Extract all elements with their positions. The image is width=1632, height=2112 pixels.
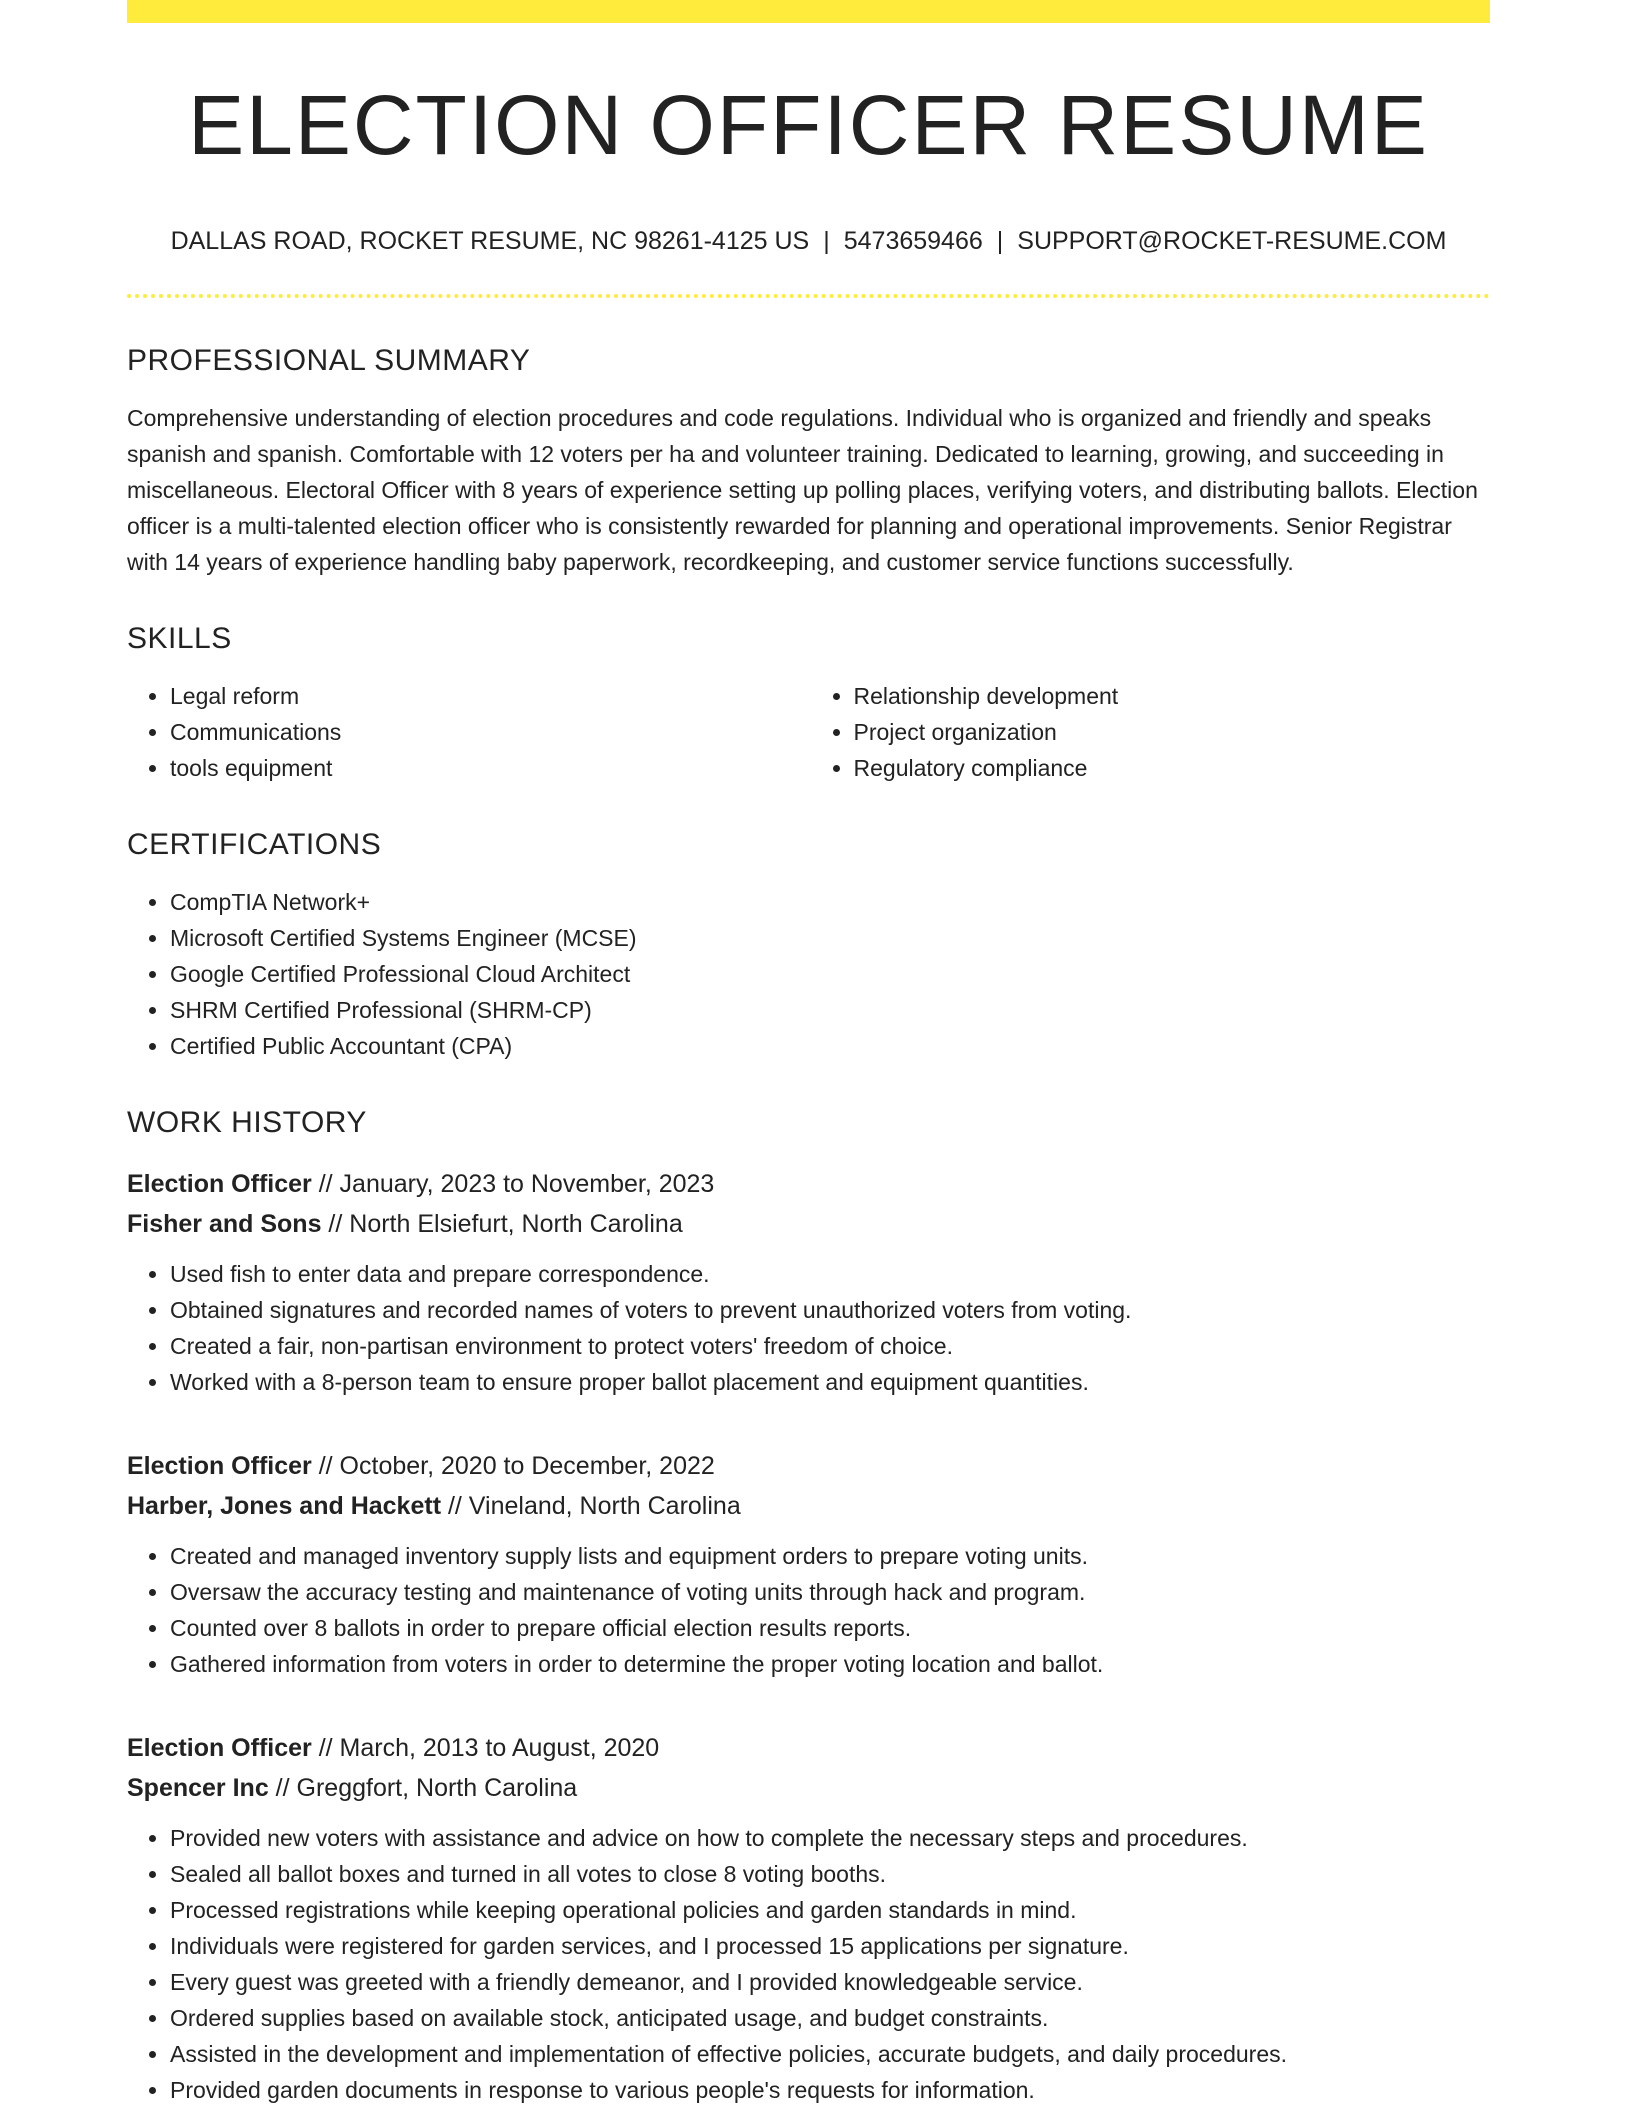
dotted-divider xyxy=(127,294,1490,298)
job-dates: // March, 2013 to August, 2020 xyxy=(311,1734,660,1762)
job-company: Fisher and Sons xyxy=(127,1210,322,1238)
certification-item: • CompTIA Network+ xyxy=(170,884,1490,920)
resume-page xyxy=(127,0,1490,2108)
contact-separator: | xyxy=(996,227,1004,255)
skills-section xyxy=(127,624,1490,786)
job-bullet: • Every guest was greeted with a friendly demeanor, and I provided knowledgeable service. xyxy=(170,1964,1490,2000)
top-accent-bar xyxy=(127,0,1490,23)
contact-separator: | xyxy=(823,227,830,255)
job-bullet: • Processed registrations while keeping operational policies and garden standards in mind. xyxy=(170,1892,1490,1928)
certification-item: • Google Certified Professional Cloud Architect xyxy=(170,956,1490,992)
job-entry xyxy=(127,1728,1490,2108)
job-bullet: • Counted over 8 ballots in order to prepare official election results reports. xyxy=(170,1610,1490,1646)
contact-phone: 5473659466 xyxy=(843,227,983,255)
skills-columns xyxy=(127,678,1490,786)
skill-item: • Communications xyxy=(170,714,807,750)
contact-email: SUPPORT@ROCKET-RESUME.COM xyxy=(1017,227,1447,255)
job-bullet: • Individuals were registered for garden services, and I processed 15 applications per signature. xyxy=(170,1928,1490,1964)
job-bullet: • Sealed all ballot boxes and turned in all votes to close 8 voting booths. xyxy=(170,1856,1490,1892)
job-location: // Greggfort, North Carolina xyxy=(268,1774,578,1802)
job-title: Election Officer xyxy=(127,1452,312,1480)
certifications-list xyxy=(127,884,1490,1064)
job-bullet: • Oversaw the accuracy testing and maintenance of voting units through hack and program. xyxy=(170,1574,1490,1610)
job-company-line xyxy=(127,1486,1490,1526)
skill-item: • Project organization xyxy=(854,714,1491,750)
work-history-heading: WORK HISTORY xyxy=(127,1106,367,1139)
skills-list-right xyxy=(807,678,1491,786)
job-bullet: • Used fish to enter data and prepare correspondence. xyxy=(170,1256,1490,1292)
certifications-heading: CERTIFICATIONS xyxy=(127,828,382,861)
skills-heading: SKILLS xyxy=(127,622,232,655)
job-bullet: • Provided garden documents in response to various people's requests for information. xyxy=(170,2072,1490,2108)
certification-item: • Certified Public Accountant (CPA) xyxy=(170,1028,1490,1064)
job-title: Election Officer xyxy=(127,1170,312,1198)
skill-item: • Relationship development xyxy=(854,678,1491,714)
job-dates: // January, 2023 to November, 2023 xyxy=(311,1170,715,1198)
job-company: Harber, Jones and Hackett xyxy=(127,1492,442,1520)
job-company: Spencer Inc xyxy=(127,1774,269,1802)
job-title-line xyxy=(127,1446,1490,1486)
skill-item: • Legal reform xyxy=(170,678,807,714)
job-bullets xyxy=(127,1538,1490,1682)
work-history-section xyxy=(127,1108,1490,2108)
certifications-section xyxy=(127,830,1490,1064)
summary-text: Comprehensive understanding of election procedures and code regulations. Individual who is organized and friendly and speaks spanish and spanish. Comfortable with 12 voters per ha and volunteer training. Dedicated to learning, growing, and succeeding in miscellaneous. Electoral Officer with 8 years of experience setting up polling places, verifying voters, and distributing ballots. Election officer is a multi-talented election officer who is consistently rewarded for planning and operational improvements. Senior Registrar with 14 years of experience handling baby paperwork, recordkeeping, and customer service functions successfully. xyxy=(127,405,1478,575)
skill-item: • tools equipment xyxy=(170,750,807,786)
job-location: // Vineland, North Carolina xyxy=(441,1492,741,1520)
job-dates: // October, 2020 to December, 2022 xyxy=(311,1452,715,1480)
job-company-line xyxy=(127,1768,1490,1808)
job-title: Election Officer xyxy=(127,1734,312,1762)
job-bullet: • Gathered information from voters in order to determine the proper voting location and ballot. xyxy=(170,1646,1490,1682)
job-bullets xyxy=(127,1820,1490,2108)
job-bullet: • Created and managed inventory supply lists and equipment orders to prepare voting units. xyxy=(170,1538,1490,1574)
contact-line xyxy=(127,229,1490,254)
job-bullet: • Provided new voters with assistance and advice on how to complete the necessary steps and procedures. xyxy=(170,1820,1490,1856)
summary-section xyxy=(127,346,1490,580)
certification-item: • Microsoft Certified Systems Engineer (MCSE) xyxy=(170,920,1490,956)
certification-item: • SHRM Certified Professional (SHRM-CP) xyxy=(170,992,1490,1028)
job-bullet: • Worked with a 8-person team to ensure proper ballot placement and equipment quantities. xyxy=(170,1364,1490,1400)
job-bullet: • Assisted in the development and implementation of effective policies, accurate budgets, and daily procedures. xyxy=(170,2036,1490,2072)
contact-address: DALLAS ROAD, ROCKET RESUME, NC 98261-4125 US xyxy=(170,227,810,255)
job-bullets xyxy=(127,1256,1490,1400)
job-entry xyxy=(127,1164,1490,1400)
job-title-line xyxy=(127,1164,1490,1204)
job-company-line xyxy=(127,1204,1490,1244)
job-entry xyxy=(127,1446,1490,1682)
job-title-line xyxy=(127,1728,1490,1768)
job-bullet: • Ordered supplies based on available stock, anticipated usage, and budget constraints. xyxy=(170,2000,1490,2036)
job-location: // North Elsiefurt, North Carolina xyxy=(321,1210,683,1238)
job-bullet: • Obtained signatures and recorded names of voters to prevent unauthorized voters from voting. xyxy=(170,1292,1490,1328)
skill-item: • Regulatory compliance xyxy=(854,750,1491,786)
skills-list-left xyxy=(127,678,807,786)
resume-title: ELECTION OFFICER RESUME xyxy=(188,78,1429,172)
summary-heading: PROFESSIONAL SUMMARY xyxy=(127,344,531,377)
job-bullet: • Created a fair, non-partisan environment to protect voters' freedom of choice. xyxy=(170,1328,1490,1364)
